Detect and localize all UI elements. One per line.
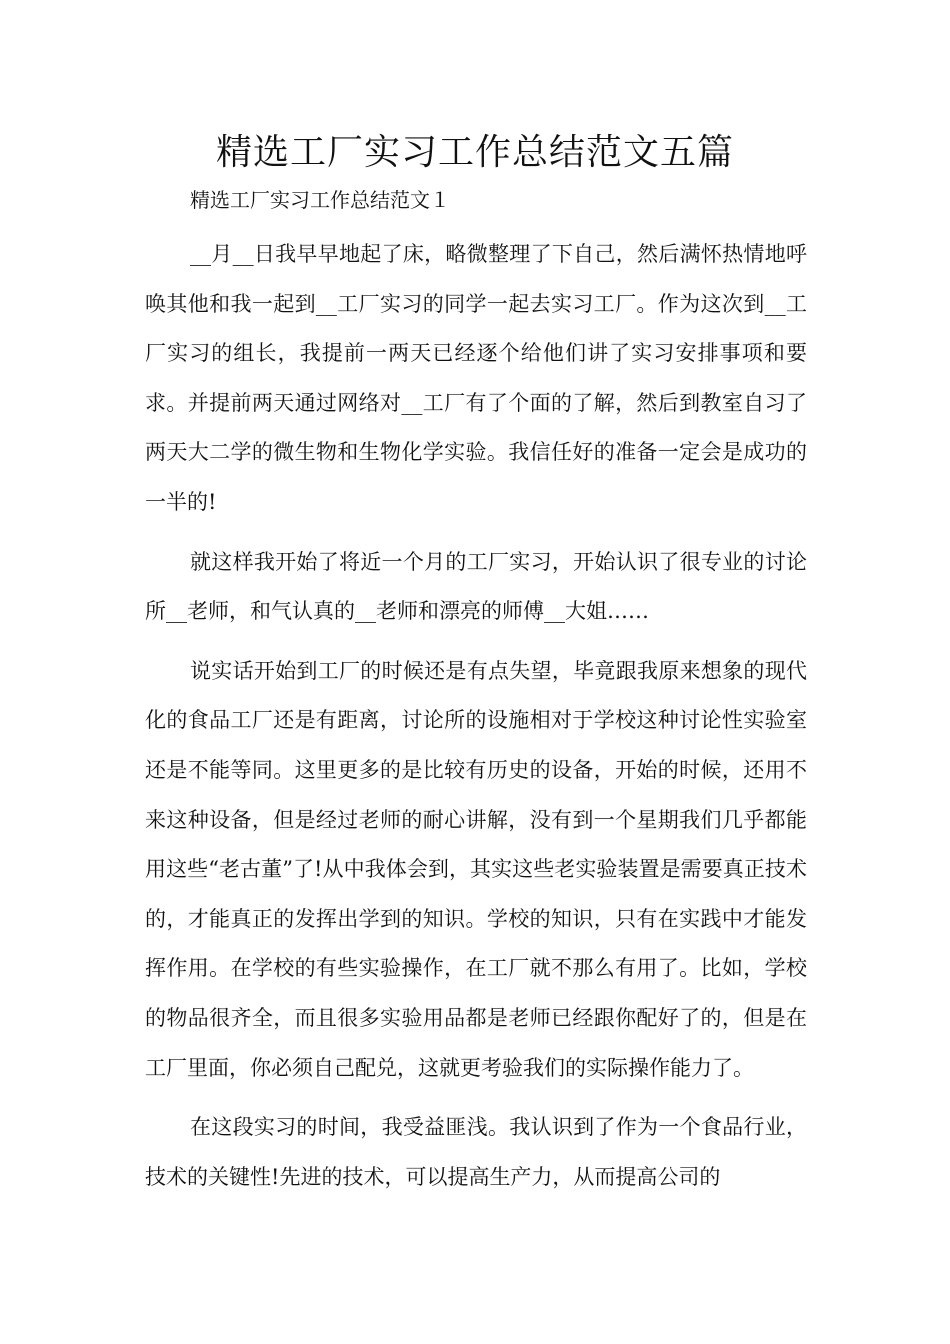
document-body — [145, 180, 807, 1202]
paragraph-3: 说实话开始到工厂的时候还是有点失望，毕竟跟我原来想象的现代化的食品工厂还是有距离，讨论所的设施相对于学校这种讨论性实验室还是不能等同。这里更多的是比较有历史的设备，开始的时候，还用不来这种设备，但是经过老师的耐心讲解，没有到一个星期我们几乎都能用这些“老古董”了!从中我体会到，其实这些老实验装置是需要真正技术的，才能真正的发挥出学到的知识。学校的知识，只有在实践中才能发挥作用。在学校的有些实验操作，在工厂就不那么有用了。比如，学校的物品很齐全，而且很多实验用品都是老师已经跟你配好了的，但是在工厂里面，你必须自己配兑，这就更考验我们的实际操作能力了。 — [145, 658, 807, 1080]
section-heading: 精选工厂实习工作总结范文１ — [190, 188, 450, 212]
paragraph-4: 在这段实习的时间，我受益匪浅。我认识到了作为一个食品行业，技术的关键性!先进的技术，可以提高生产力，从而提高公司的 — [145, 1115, 807, 1189]
document-title: 精选工厂实习工作总结范文五篇 — [215, 132, 734, 173]
paragraph-1: __月__日我早早地起了床，略微整理了下自己，然后满怀热情地呼唤其他和我一起到__工厂实习的同学一起去实习工厂。作为这次到__工厂实习的组长，我提前一两天已经逐个给他们讲了实习安排事项和要求。并提前两天通过网络对__工厂有了个面的了解，然后到教室自习了两天大二学的微生物和生物化学实验。我信任好的准备一定会是成功的一半的! — [145, 242, 807, 514]
paragraph-2: 就这样我开始了将近一个月的工厂实习，开始认识了很专业的讨论所__老师，和气认真的__老师和漂亮的师傅__大姐…… — [145, 549, 807, 624]
